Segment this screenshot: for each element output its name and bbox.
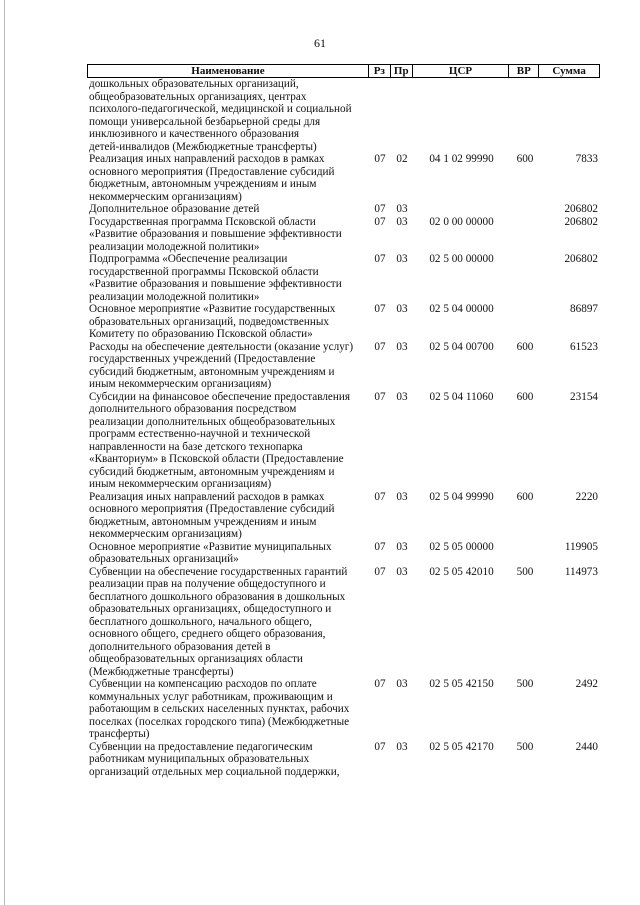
cell-sum [540, 78, 600, 153]
cell-vr: 500 [516, 678, 534, 690]
cell-csr: 02 5 00 00000 [429, 253, 494, 265]
cell-csr: 02 5 04 11060 [429, 390, 494, 403]
cell-name: Реализация иных направлений расходов в рамках основного мероприятия (Предоставление субсидий бюджетным, автономным учреждениям и иным некоммерческим организациям) [89, 490, 335, 540]
cell-csr: 02 0 00 00000 [429, 215, 494, 228]
header-vr: ВР [509, 65, 539, 77]
cell-pr: 03 [396, 678, 408, 690]
cell-rz: 07 [374, 490, 386, 503]
cell-sum: 2440 [575, 740, 598, 753]
cell-pr: 03 [396, 340, 408, 353]
table-row [87, 491, 600, 541]
cell-vr [510, 216, 540, 254]
cell-name: Реализация иных направлений расходов в рамках основного мероприятия (Предоставление субсидий бюджетным, автономным учреждениям и иным некоммерческим организациям) [89, 153, 335, 203]
cell-name: Субвенции на предоставление педагогическим работникам муниципальных образовательных организаций отдельных мер социальной поддержки, [89, 740, 340, 778]
cell-vr: 600 [516, 390, 534, 403]
cell-sum: 2492 [575, 678, 598, 690]
table-row [87, 303, 600, 341]
cell-vr [510, 253, 540, 303]
cell-rz: 07 [374, 740, 386, 753]
cell-name: Субвенции на компенсацию расходов по оплате коммунальных услуг работникам, проживающим и работающим в сельских населенных пунктах, рабочих поселках (поселках городского типа) (Межбюджетные трансферты) [89, 678, 350, 740]
cell-csr [413, 78, 510, 153]
table-row [87, 153, 600, 203]
cell-rz: 07 [374, 565, 386, 578]
table-row [87, 78, 600, 153]
cell-vr [510, 78, 540, 153]
cell-vr [510, 541, 540, 566]
cell-pr: 03 [396, 203, 408, 215]
cell-pr [391, 78, 413, 153]
header-pr: Пр [391, 65, 413, 77]
header-sum: Сумма [552, 65, 586, 77]
cell-vr [510, 303, 540, 341]
table-row [87, 341, 600, 391]
table-row [87, 678, 600, 741]
cell-rz: 07 [374, 203, 386, 215]
cell-vr: 500 [516, 740, 534, 753]
cell-sum: 7833 [575, 153, 598, 165]
cell-csr: 02 5 04 99990 [429, 490, 494, 503]
table-row [87, 741, 600, 779]
cell-csr [413, 203, 510, 216]
cell-rz: 07 [374, 153, 386, 165]
cell-pr: 02 [396, 153, 408, 165]
cell-pr: 03 [396, 303, 408, 315]
cell-csr: 02 5 05 42150 [429, 678, 494, 690]
page-number: 61 [314, 36, 326, 50]
cell-vr [510, 203, 540, 216]
cell-sum: 206802 [564, 253, 598, 265]
cell-name: Дополнительное образование детей [89, 203, 260, 215]
scan-edge-line [4, 0, 5, 905]
cell-rz: 07 [374, 253, 386, 265]
cell-name: Подпрограмма «Обеспечение реализации государственной программы Псковской области «Развитие образования и повышение эффективности реализации молодежной политики» [89, 253, 342, 303]
cell-csr: 02 5 05 42170 [429, 740, 494, 753]
header-rz: Рз [369, 65, 391, 77]
cell-rz: 07 [374, 215, 386, 228]
cell-csr: 02 5 05 42010 [429, 565, 494, 578]
cell-sum: 114973 [564, 565, 598, 578]
cell-csr: 02 5 05 00000 [429, 540, 494, 553]
cell-name: дошкольных образовательных организаций, общеобразовательных организациях, центрах психолого-педагогической, медицинской и социальной помощи универсальной безбарьерной среды для инклюзивного и качественного образования детей-инвалидов (Межбюджетные трансферты) [89, 78, 352, 153]
cell-sum: 61523 [570, 340, 598, 353]
budget-table [87, 64, 600, 778]
cell-sum: 206802 [564, 203, 598, 215]
header-csr: ЦСР [413, 65, 510, 77]
cell-rz [369, 78, 391, 153]
cell-rz: 07 [374, 678, 386, 690]
cell-vr: 500 [516, 565, 534, 578]
table-row [87, 391, 600, 491]
cell-sum: 206802 [564, 215, 598, 228]
table-body [87, 78, 600, 778]
cell-vr: 600 [516, 153, 534, 165]
cell-rz: 07 [374, 390, 386, 403]
cell-pr: 03 [396, 490, 408, 503]
cell-name: Расходы на обеспечение деятельности (оказание услуг) государственных учреждений (Предоставление субсидий бюджетным, автономным учреждениям и иным некоммерческим организациям) [89, 340, 354, 390]
table-header [87, 64, 600, 78]
cell-name: Субсидии на финансовое обеспечение предоставления дополнительного образования посредством реализации дополнительных общеобразовательных программ естественно-научной и технической направленности на базе детского технопарка «Кванториум» в Псковской области (Предоставление субсидий бюджетным, автономным учреждениям и иным некоммерческим организациям) [89, 390, 350, 490]
cell-sum: 119905 [564, 540, 598, 553]
cell-name: Основное мероприятие «Развитие муниципальных образовательных организаций» [89, 540, 332, 565]
cell-sum: 86897 [570, 303, 598, 315]
cell-name: Субвенции на обеспечение государственных гарантий реализации прав на получение общедоступного и бесплатного дошкольного образования в дошкольных образовательных организациях, общедоступного и бесплатного дошкольного, начального общего, основного общего, среднего общего образования, дополнительного образования детей в общеобразовательных организациях области (Межбюджетные трансферты) [89, 565, 348, 678]
cell-name: Государственная программа Псковской области «Развитие образования и повышение эффективности реализации молодежной политики» [89, 215, 342, 253]
table-row [87, 253, 600, 303]
cell-pr: 03 [396, 740, 408, 753]
cell-vr: 600 [516, 490, 534, 503]
table-row [87, 203, 600, 216]
cell-pr: 03 [396, 215, 408, 228]
table-row [87, 216, 600, 254]
cell-pr: 03 [396, 565, 408, 578]
cell-pr: 03 [396, 253, 408, 265]
cell-csr: 04 1 02 99990 [429, 153, 494, 165]
cell-rz: 07 [374, 540, 386, 553]
cell-rz: 07 [374, 303, 386, 315]
table-row [87, 566, 600, 679]
cell-name: Основное мероприятие «Развитие государственных образовательных организаций, подведомственных Комитету по образованию Псковской области» [89, 303, 336, 340]
cell-csr: 02 5 04 00000 [429, 303, 494, 315]
cell-pr: 03 [396, 390, 408, 403]
cell-sum: 23154 [570, 390, 598, 403]
header-name: Наименование [88, 65, 369, 77]
cell-vr: 600 [516, 340, 534, 353]
table-row [87, 541, 600, 566]
cell-csr: 02 5 04 00700 [429, 340, 494, 353]
cell-rz: 07 [374, 340, 386, 353]
cell-pr: 03 [396, 540, 408, 553]
cell-sum: 2220 [575, 490, 598, 503]
